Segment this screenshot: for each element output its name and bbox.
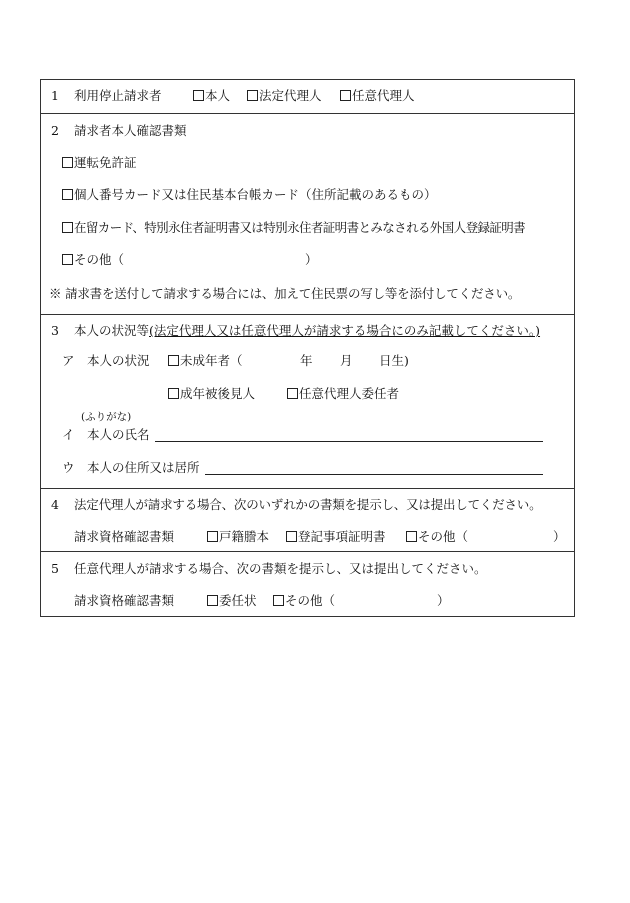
section-legal-representative-docs bbox=[41, 489, 574, 552]
checkbox[interactable] bbox=[62, 157, 73, 168]
address-label: ウ 本人の住所又は居所 bbox=[62, 460, 200, 475]
section-identity-documents bbox=[41, 114, 574, 315]
checkbox[interactable] bbox=[207, 595, 218, 606]
option-adult-ward[interactable]: 成年被後見人 bbox=[168, 386, 255, 402]
option-other-document[interactable]: その他（ bbox=[62, 252, 124, 268]
checkbox[interactable] bbox=[62, 189, 73, 200]
request-form bbox=[40, 79, 575, 617]
checkbox[interactable] bbox=[340, 90, 351, 101]
option-self[interactable]: 本人 bbox=[193, 88, 230, 104]
checkbox[interactable] bbox=[207, 531, 218, 542]
option-residence-card[interactable]: 在留カード、特別永住者証明書又は特別永住者証明書とみなされる外国人登録証明書 bbox=[62, 220, 525, 236]
option-voluntary-agent[interactable]: 任意代理人 bbox=[340, 88, 415, 104]
option-other-agent-doc[interactable]: その他（ bbox=[273, 593, 335, 609]
section-3-note: (法定代理人又は任意代理人が請求する場合にのみ記載してください。) bbox=[149, 323, 541, 338]
section-3-title: 本人の状況等(法定代理人又は任意代理人が請求する場合にのみ記載してください。) bbox=[74, 323, 541, 338]
section-5-number: 5 bbox=[51, 561, 59, 576]
checkbox[interactable] bbox=[168, 388, 179, 399]
section-2-title: 請求者本人確認書類 bbox=[74, 123, 187, 138]
checkbox[interactable] bbox=[286, 531, 297, 542]
section-5-title: 任意代理人が請求する場合、次の書類を提示し、又は提出してください。 bbox=[74, 561, 487, 576]
section-requester bbox=[41, 80, 574, 114]
option-power-of-attorney[interactable]: 委任状 bbox=[207, 593, 257, 609]
section-1-title: 利用停止請求者 bbox=[74, 88, 162, 103]
option-registry-certificate[interactable]: 登記事項証明書 bbox=[286, 529, 386, 545]
checkbox[interactable] bbox=[62, 222, 73, 233]
section-4-close-paren: ） bbox=[553, 529, 566, 544]
month-label: 月 bbox=[340, 353, 353, 368]
section-person-status bbox=[41, 315, 574, 489]
mailing-note: ※ 請求書を送付して請求する場合には、加えて住民票の写し等を添付してください。 bbox=[49, 286, 521, 301]
day-label: 日生) bbox=[379, 353, 409, 368]
option-my-number-card[interactable]: 個人番号カード又は住民基本台帳カード（住所記載のあるもの） bbox=[62, 187, 437, 203]
year-label: 年 bbox=[300, 353, 313, 368]
checkbox[interactable] bbox=[247, 90, 258, 101]
checkbox[interactable] bbox=[287, 388, 298, 399]
section-4-number: 4 bbox=[51, 497, 59, 512]
option-delegator[interactable]: 任意代理人委任者 bbox=[287, 386, 399, 402]
checkbox[interactable] bbox=[62, 254, 73, 265]
option-minor[interactable]: 未成年者（ bbox=[168, 353, 243, 369]
section-4-doc-label: 請求資格確認書類 bbox=[74, 529, 175, 544]
other-close-paren: ） bbox=[305, 252, 318, 267]
option-legal-representative[interactable]: 法定代理人 bbox=[247, 88, 322, 104]
checkbox[interactable] bbox=[273, 595, 284, 606]
section-2-number: 2 bbox=[51, 123, 59, 138]
checkbox[interactable] bbox=[168, 355, 179, 366]
furigana-label: (ふりがな) bbox=[81, 411, 132, 423]
option-other-legal-doc[interactable]: その他（ bbox=[406, 529, 468, 545]
section-4-title: 法定代理人が請求する場合、次のいずれかの書類を提示し、又は提出してください。 bbox=[74, 497, 542, 512]
section-voluntary-agent-docs bbox=[41, 552, 574, 616]
option-drivers-license[interactable]: 運転免許証 bbox=[62, 155, 137, 171]
name-label: イ 本人の氏名 bbox=[62, 427, 150, 442]
address-input[interactable] bbox=[205, 474, 543, 475]
section-5-doc-label: 請求資格確認書類 bbox=[74, 593, 175, 608]
section-1-number: 1 bbox=[51, 88, 59, 103]
name-input[interactable] bbox=[155, 441, 543, 442]
checkbox[interactable] bbox=[193, 90, 204, 101]
section-5-close-paren: ） bbox=[437, 593, 450, 608]
section-3-number: 3 bbox=[51, 323, 59, 338]
checkbox[interactable] bbox=[406, 531, 417, 542]
option-family-register[interactable]: 戸籍謄本 bbox=[207, 529, 269, 545]
status-label: ア 本人の状況 bbox=[62, 353, 150, 368]
